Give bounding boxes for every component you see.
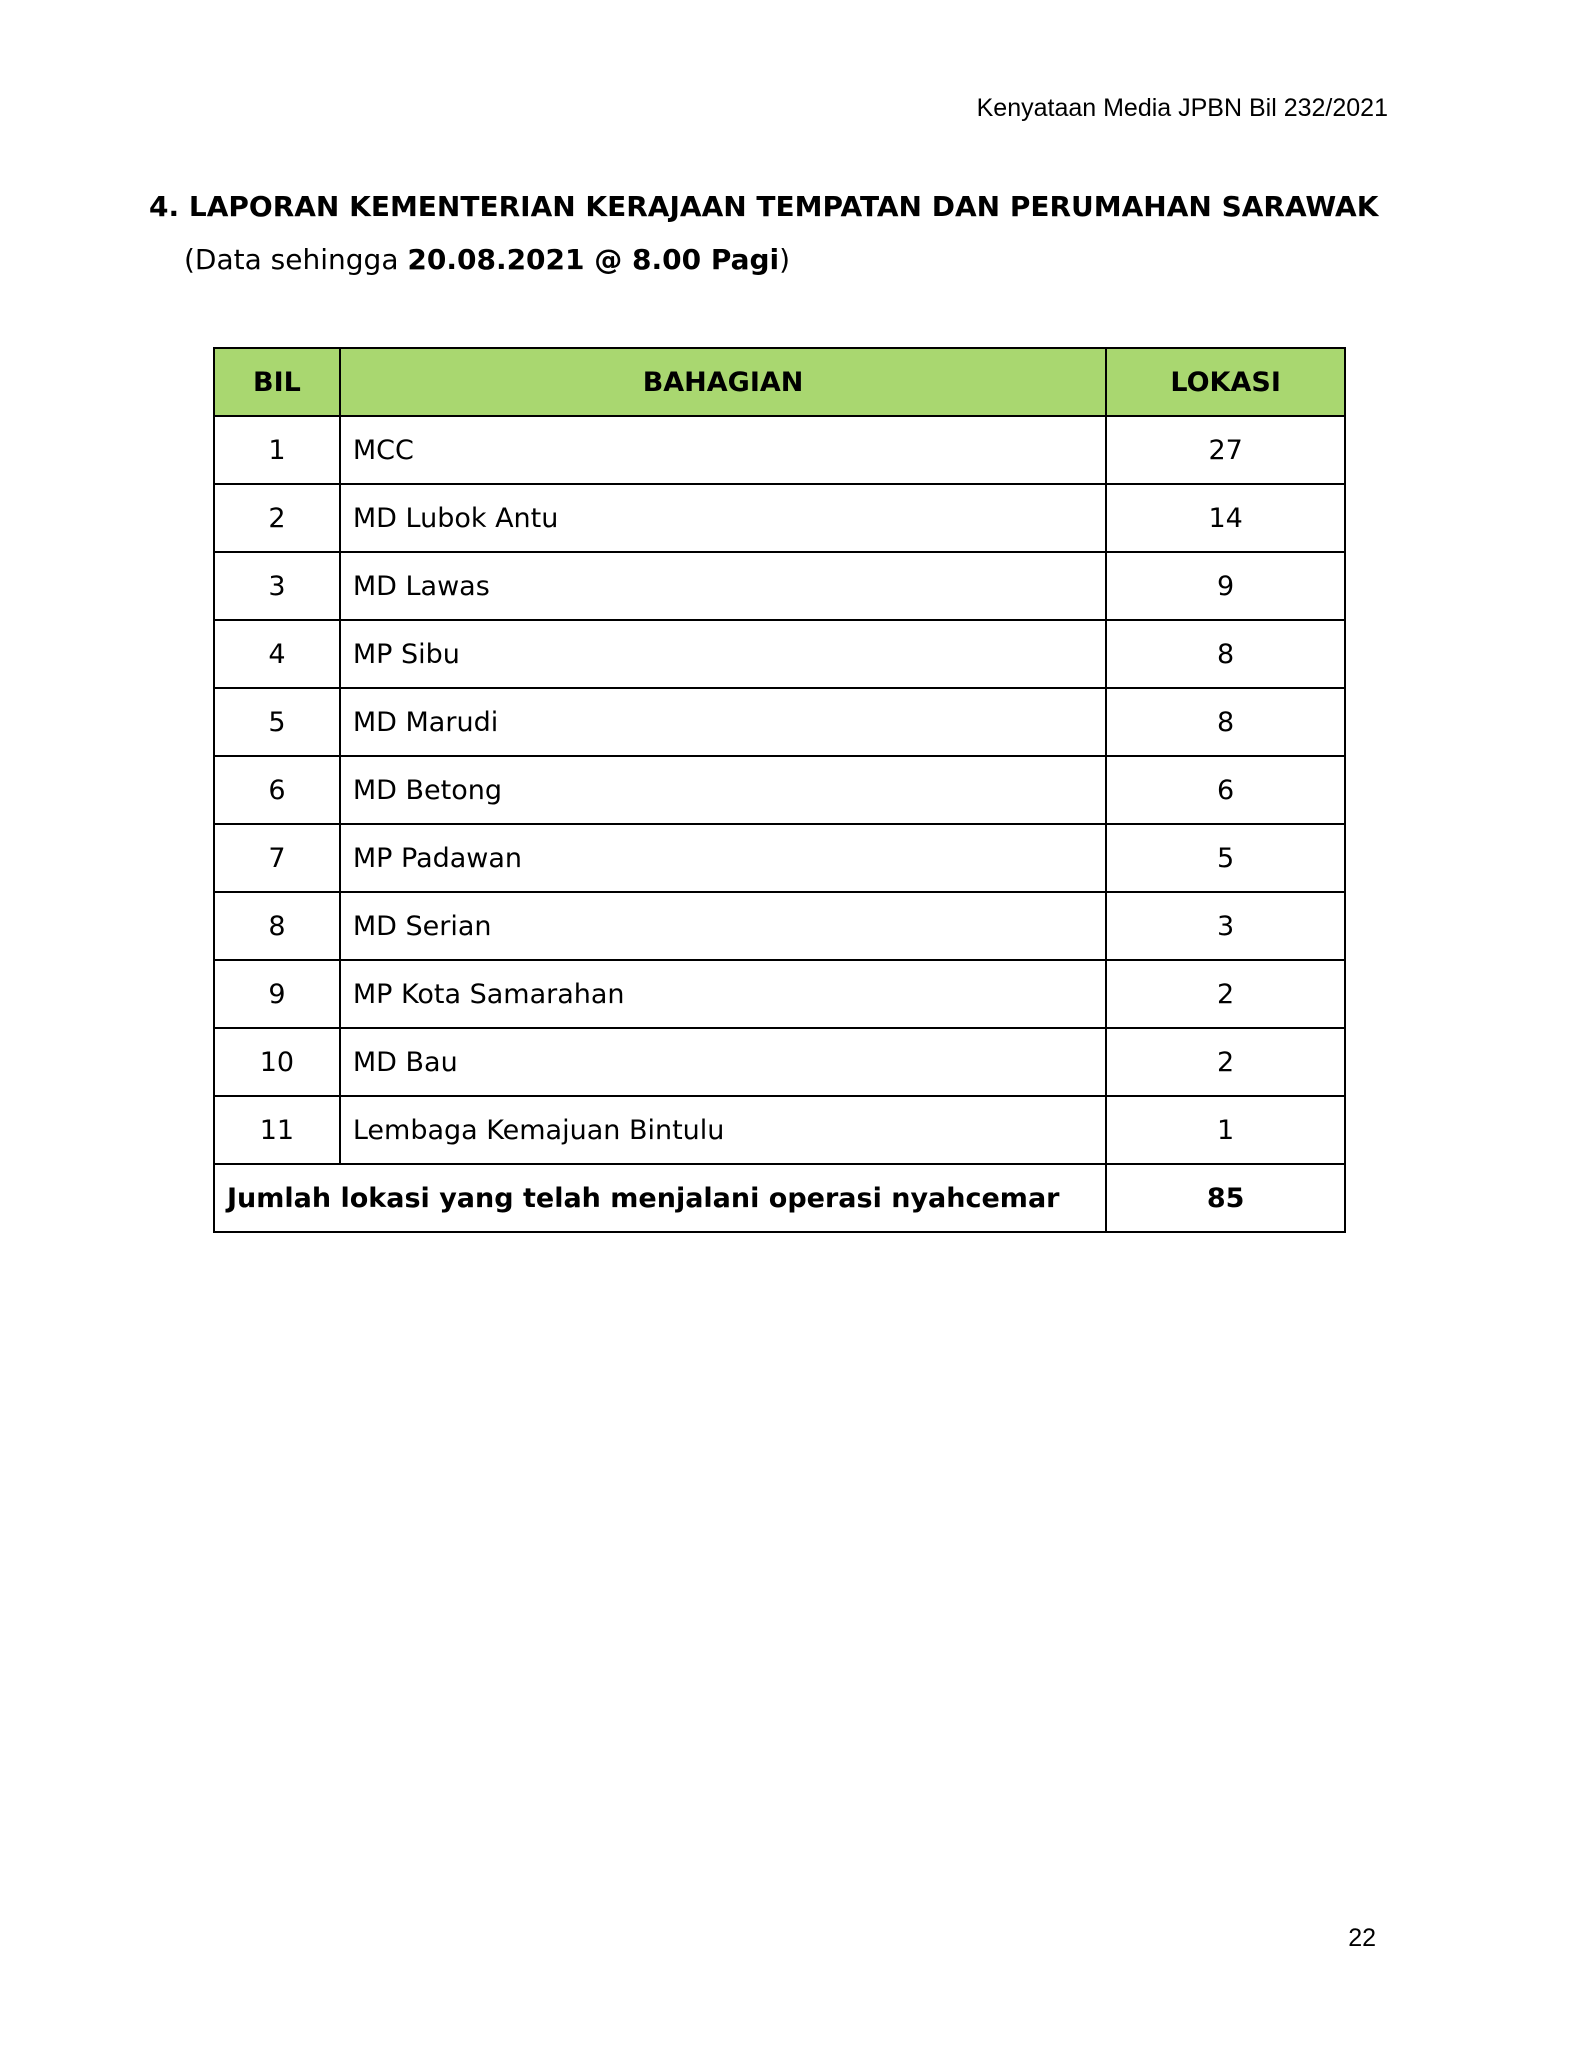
cell-bil: 11 xyxy=(214,1096,340,1164)
cell-bahagian: MD Bau xyxy=(340,1028,1106,1096)
table-row xyxy=(214,688,1345,756)
cell-lokasi: 27 xyxy=(1106,416,1345,484)
column-header-bahagian: BAHAGIAN xyxy=(340,348,1106,416)
table-row xyxy=(214,824,1345,892)
section-title: 4. LAPORAN KEMENTERIAN KERAJAAN TEMPATAN DAN PERUMAHAN SARAWAK xyxy=(149,190,1379,223)
section-subtitle xyxy=(184,243,790,276)
table-row xyxy=(214,1096,1345,1164)
cell-lokasi: 1 xyxy=(1106,1096,1345,1164)
column-header-lokasi: LOKASI xyxy=(1106,348,1345,416)
cell-bil: 7 xyxy=(214,824,340,892)
column-header-bil: BIL xyxy=(214,348,340,416)
cell-lokasi: 14 xyxy=(1106,484,1345,552)
cell-bahagian: MCC xyxy=(340,416,1106,484)
cell-lokasi: 3 xyxy=(1106,892,1345,960)
cell-bahagian: MP Padawan xyxy=(340,824,1106,892)
cell-lokasi: 2 xyxy=(1106,960,1345,1028)
cell-bil: 1 xyxy=(214,416,340,484)
table-row xyxy=(214,756,1345,824)
cell-lokasi: 5 xyxy=(1106,824,1345,892)
cell-bahagian: MD Betong xyxy=(340,756,1106,824)
table-row xyxy=(214,620,1345,688)
table-body xyxy=(214,416,1345,1164)
cell-bahagian: MD Marudi xyxy=(340,688,1106,756)
cell-bil: 6 xyxy=(214,756,340,824)
table-row xyxy=(214,960,1345,1028)
cell-bil: 8 xyxy=(214,892,340,960)
cell-bahagian: MD Lawas xyxy=(340,552,1106,620)
total-label: Jumlah lokasi yang telah menjalani operasi nyahcemar xyxy=(214,1164,1106,1232)
page-number: 22 xyxy=(1348,1924,1376,1952)
cell-bil: 4 xyxy=(214,620,340,688)
total-value: 85 xyxy=(1106,1164,1345,1232)
table-row xyxy=(214,552,1345,620)
subtitle-date: 20.08.2021 @ 8.00 Pagi xyxy=(407,243,780,276)
table-header-row xyxy=(214,348,1345,416)
cell-bahagian: MP Sibu xyxy=(340,620,1106,688)
cell-lokasi: 8 xyxy=(1106,688,1345,756)
subtitle-suffix: ) xyxy=(779,243,791,276)
cell-bil: 3 xyxy=(214,552,340,620)
cell-bil: 5 xyxy=(214,688,340,756)
cell-bil: 9 xyxy=(214,960,340,1028)
lokasi-table xyxy=(213,347,1346,1233)
cell-bil: 2 xyxy=(214,484,340,552)
subtitle-prefix: (Data sehingga xyxy=(184,243,408,276)
cell-bil: 10 xyxy=(214,1028,340,1096)
table-row xyxy=(214,484,1345,552)
table-total-row xyxy=(214,1164,1345,1232)
cell-bahagian: MD Serian xyxy=(340,892,1106,960)
table-row xyxy=(214,1028,1345,1096)
cell-lokasi: 8 xyxy=(1106,620,1345,688)
table-row xyxy=(214,892,1345,960)
cell-lokasi: 2 xyxy=(1106,1028,1345,1096)
cell-lokasi: 6 xyxy=(1106,756,1345,824)
table-row xyxy=(214,416,1345,484)
page-header: Kenyataan Media JPBN Bil 232/2021 xyxy=(976,94,1388,122)
cell-bahagian: Lembaga Kemajuan Bintulu xyxy=(340,1096,1106,1164)
cell-lokasi: 9 xyxy=(1106,552,1345,620)
cell-bahagian: MP Kota Samarahan xyxy=(340,960,1106,1028)
cell-bahagian: MD Lubok Antu xyxy=(340,484,1106,552)
